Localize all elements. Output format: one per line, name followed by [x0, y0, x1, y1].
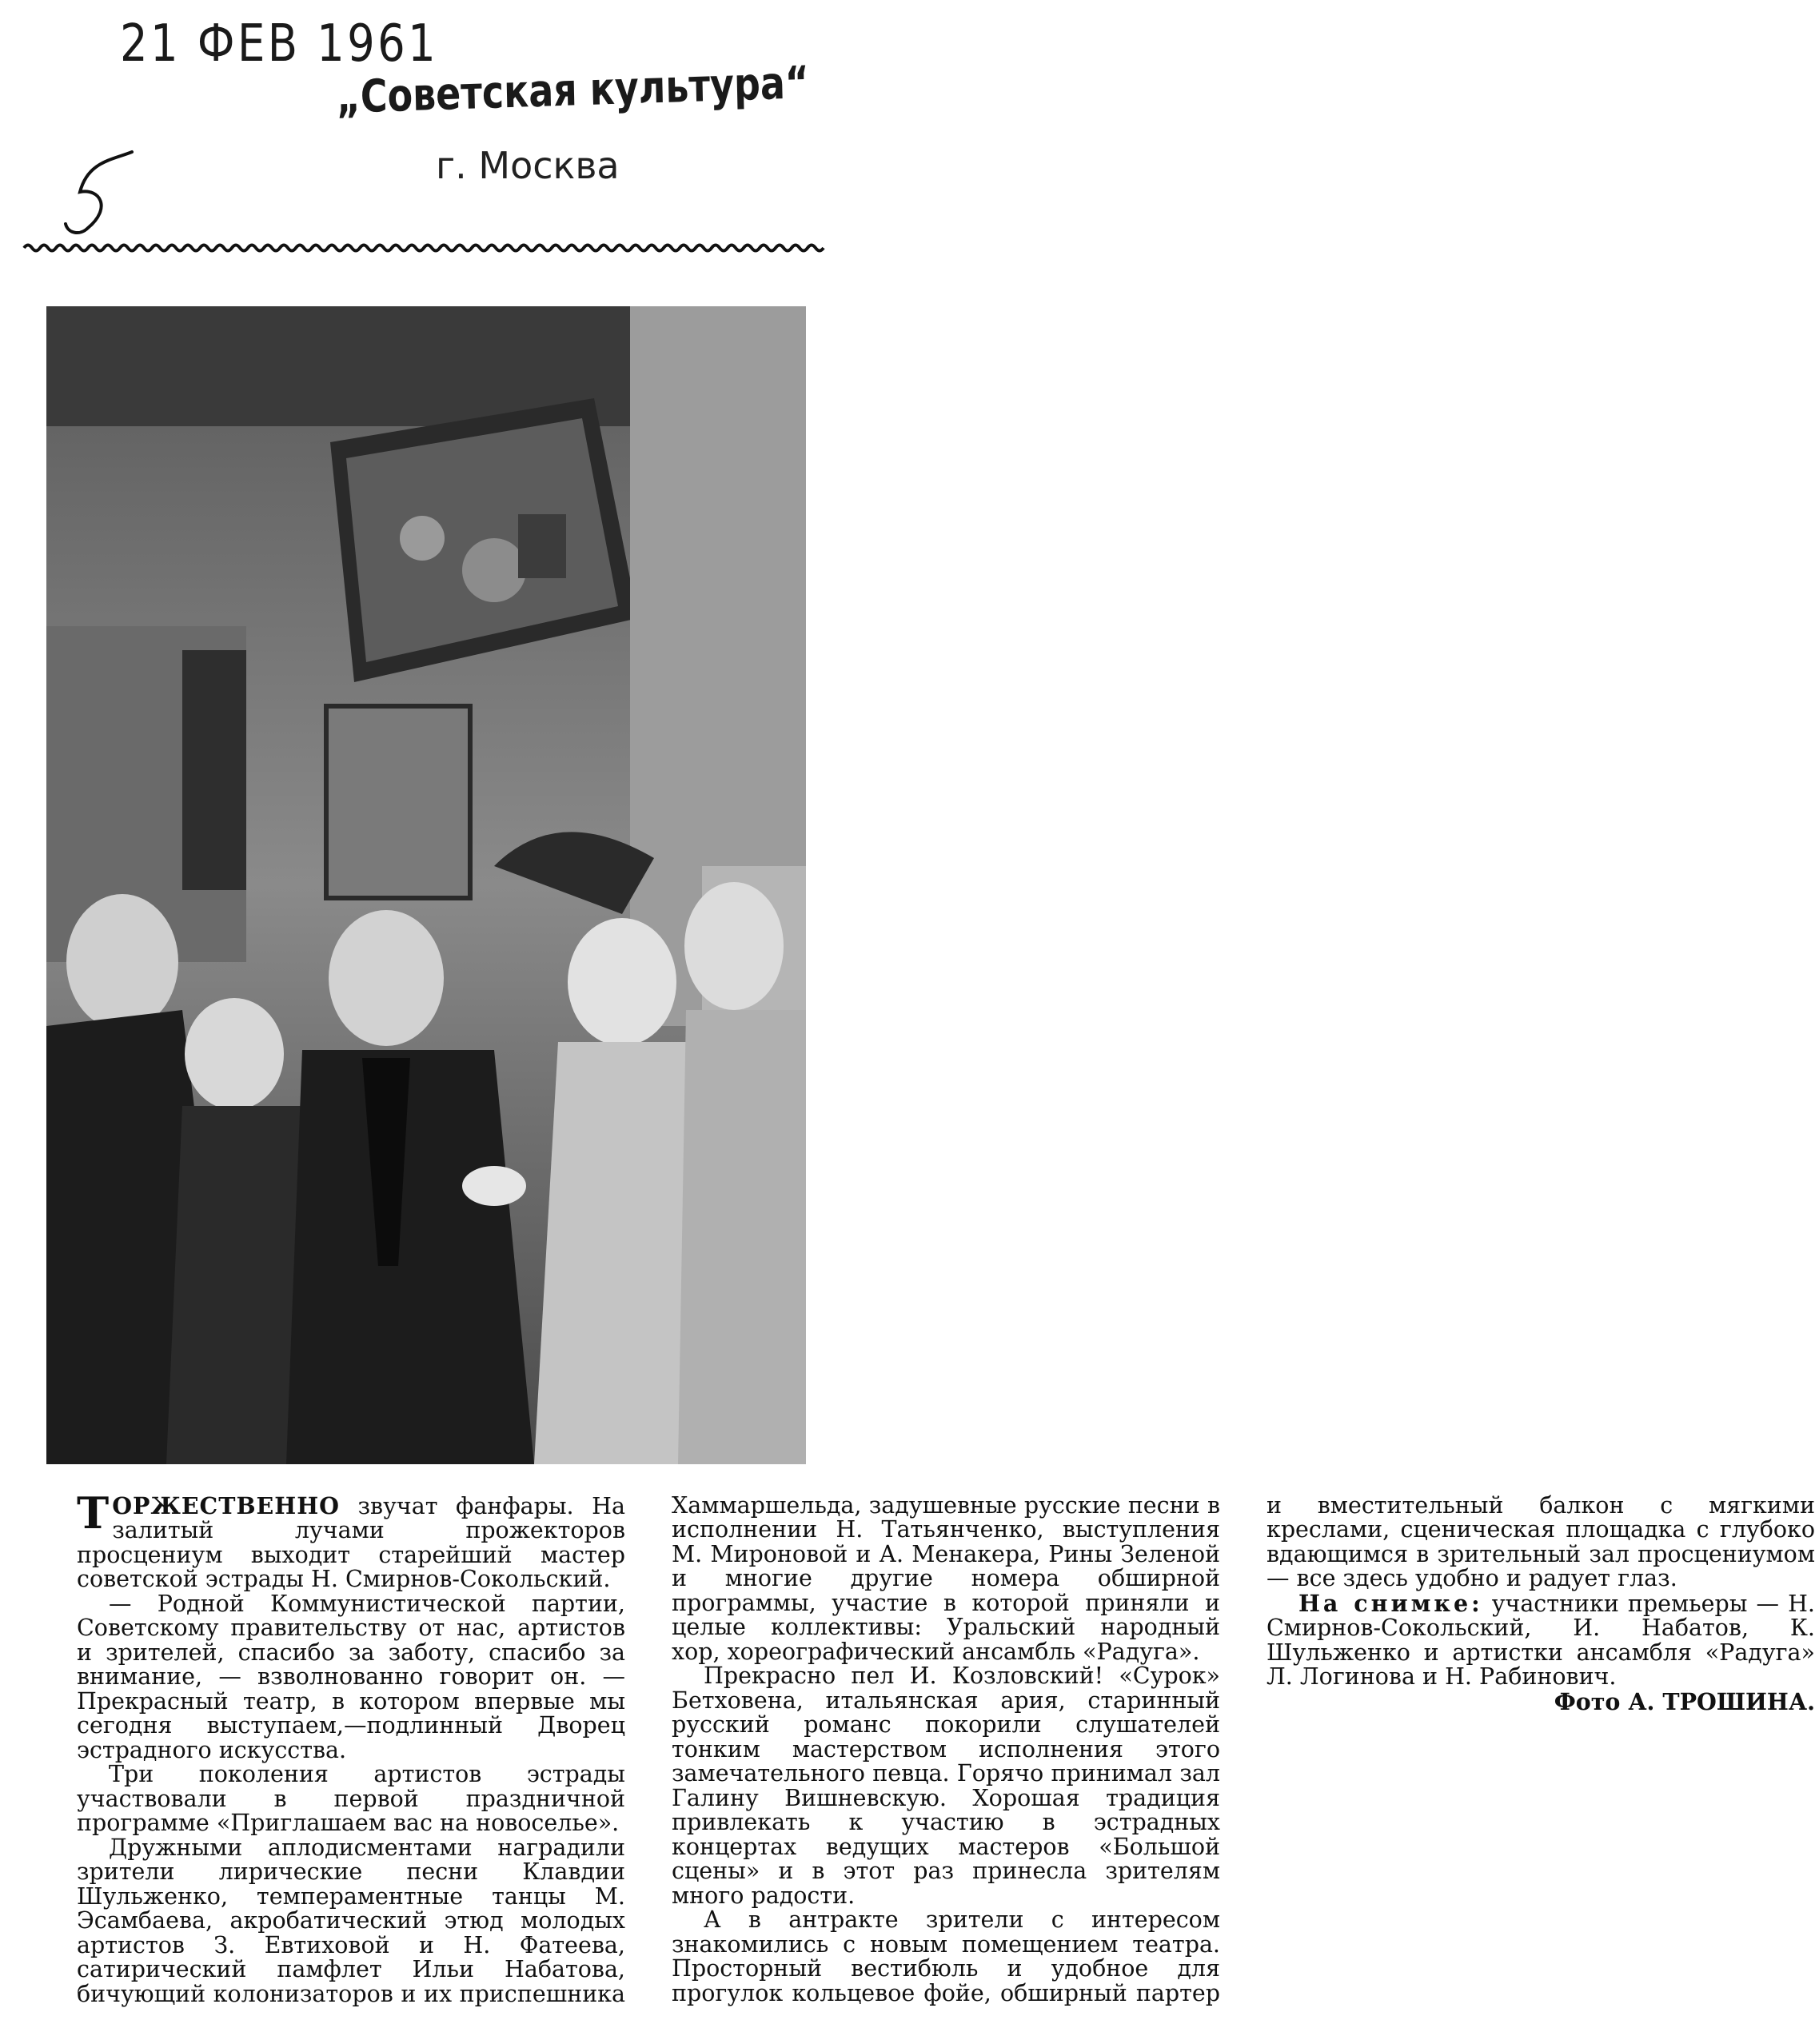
paragraph-text: звучат фанфары. На залитый лучами прожекторов просцениум выходит старейший мастер советской эстрады Н. Смирнов-Сокольский.: [77, 1493, 625, 1593]
photo-credit: Фото А. ТРОШИНА.: [1554, 1687, 1815, 1715]
news-photograph: [46, 306, 806, 1464]
divider-wavy-line: [24, 240, 824, 256]
date-stamp: 21 ФЕВ 1961: [120, 14, 439, 74]
article-body: [77, 1487, 1815, 2022]
drop-cap: Т: [77, 1487, 110, 1539]
article-paragraph: [77, 1487, 625, 1593]
caption-text: участники премьеры — Н. Смирнов-Сокольский, И. Набатов, К. Шульженко и артистки ансамбля «Радуга» Л. Логинова и Н. Рабинович.: [1267, 1590, 1815, 1691]
article-paragraph: Три поколения артистов эстрады участвовали в первой праздничной программе «Приглашаем вас на новоселье».: [77, 1761, 625, 1837]
newspaper-name-stamp: „Советская культура“: [336, 57, 810, 124]
lead-word: ОРЖЕСТВЕННО: [112, 1492, 340, 1519]
handwritten-mark-icon: [56, 144, 144, 248]
article-paragraph: Дружными аплодисментами наградили зрители лирические песни Клавдии Шульженко, темпераментные танцы М. Эсамбаева, акробатический этюд молодых артистов З. Евтиховой и Н. Фатеева, сатирический памфлет Ильи Набатова, бичующий колонизаторов и их приспешника Хаммаршельда, задушевные русские песни в исполнении Н. Татьянченко, выступления М. Мироновой и А. Менакера, Рины Зеленой и многие другие номера обширной программы, участие в которой приняли и целые коллективы: Уральский народный хор, хореографический ансамбль «Радуга».: [77, 1492, 1220, 2007]
photo-caption: [1267, 1591, 1815, 1690]
article-paragraph: Прекрасно пел И. Козловский! «Сурок» Бетховена, итальянская ария, старинный русский романс покорили слушателей тонким мастерством исполнения этого замечательного певца. Горячо принимал зал Галину Вишневскую. Хорошая традиция привлекать к участию в эстрадных концертах ведущих мастеров «Большой сцены» и в этот раз принесла зрителям много радости.: [672, 1663, 1220, 1909]
article-paragraph: А в антракте зрители с интересом знакомились с новым помещением театра. Просторный вестибюль и удобное для прогулок кольцевое фойе, обширный партер и вместительный балкон с мягкими креслами, сценическая площадка с глубоко вдающимся в зрительный зал просцениумом — все здесь удобно и радует глаз.: [672, 1492, 1815, 2006]
photo-illustration: [46, 306, 806, 1464]
article-paragraph: — Родной Коммунистической партии, Советскому правительству от нас, артистов и зрителей, спасибо за заботу, спасибо за внимание, — взволнованно говорит он. — Прекрасный театр, в котором впервые мы сегодня выступаем,—подлинный Дворец эстрадного искусства.: [77, 1590, 625, 1763]
caption-lead: На снимке:: [1298, 1589, 1483, 1617]
city-stamp: г. Москва: [436, 144, 620, 187]
